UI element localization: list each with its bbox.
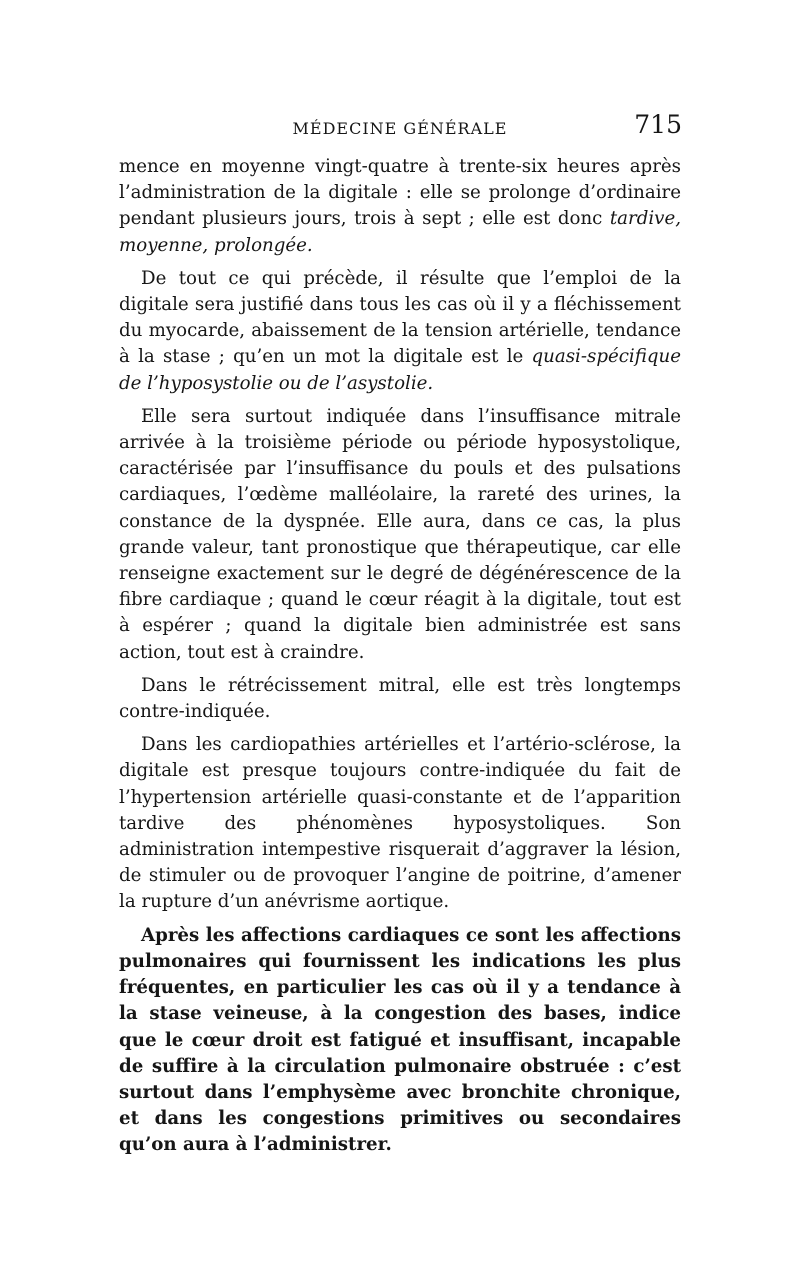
paragraph-4	[119, 673, 681, 725]
text-run: mence en moyenne vingt-quatre à trente-six heures après l’administration de la digitale : elle se prolonge d’ordinaire pendant plusieurs jours, trois à sept ; elle est donc	[119, 156, 681, 230]
paragraph-6	[119, 923, 681, 1159]
page-number: 715	[634, 110, 682, 139]
text-run: Elle sera surtout indiquée dans l’insuffisance mitrale arrivée à la troisième période ou période hyposystolique, caractérisée par l’insuffisance du pouls et des pulsations cardiaques, l’œdème malléolaire, la rareté des urines, la constance de la dyspnée. Elle aura, dans ce cas, la plus grande valeur, tant pronostique que thérapeutique, car elle renseigne exactement sur le degré de dégénérescence de la fibre cardiaque ; quand le cœur réagit à la digitale, tout est à espérer ; quand la digitale bien administrée est sans action, tout est à craindre.	[119, 405, 681, 663]
text-run: Dans le rétrécissement mitral, elle est très longtemps contre-indiquée.	[119, 674, 681, 723]
text-run: De tout ce qui précède, il résulte que l’emploi de la digitale sera justifié dans tous les cas où il y a fléchissement du myocarde, abaissement de la tension artérielle, tendance à la stase ; qu’en un mot la digitale est le	[119, 267, 681, 368]
running-title: MÉDECINE GÉNÉRALE	[292, 119, 508, 138]
running-head	[118, 110, 682, 146]
paragraph-5	[119, 732, 681, 915]
paragraph-1	[119, 154, 681, 259]
text-run: Dans les cardiopathies artérielles et l’artério-sclérose, la digitale est presque toujours contre-indiquée du fait de l’hypertension artérielle quasi-constante et de l’apparition tardive des phénomènes hyposystoliques. Son administration intempestive risquerait d’aggraver la lésion, de stimuler ou de provoquer l’angine de poitrine, d’amener la rupture d’un anévrisme aortique.	[119, 734, 681, 913]
paragraph-2	[119, 266, 681, 397]
italic-text-run: quasi-spécifique de l’hyposystolie ou de l’asystolie.	[119, 346, 681, 394]
bold-text-run: Après les affections cardiaques ce sont les affections pulmonaires qui fournissent les indications les plus fréquentes, en particulier les cas où il y a tendance à la stase veineuse, à la congestion des bases, indice que le cœur droit est fatigué et insuffisant, incapable de suffire à la circulation pulmonaire obstruée : c’est surtout dans l’emphysème avec bronchite chronique, et dans les congestions primitives ou secondaires qu’on aura à l’administrer.	[119, 924, 681, 1156]
italic-text-run: tardive, moyenne, prolongée.	[119, 208, 681, 256]
body-text	[119, 154, 681, 1166]
paragraph-3	[119, 404, 681, 666]
